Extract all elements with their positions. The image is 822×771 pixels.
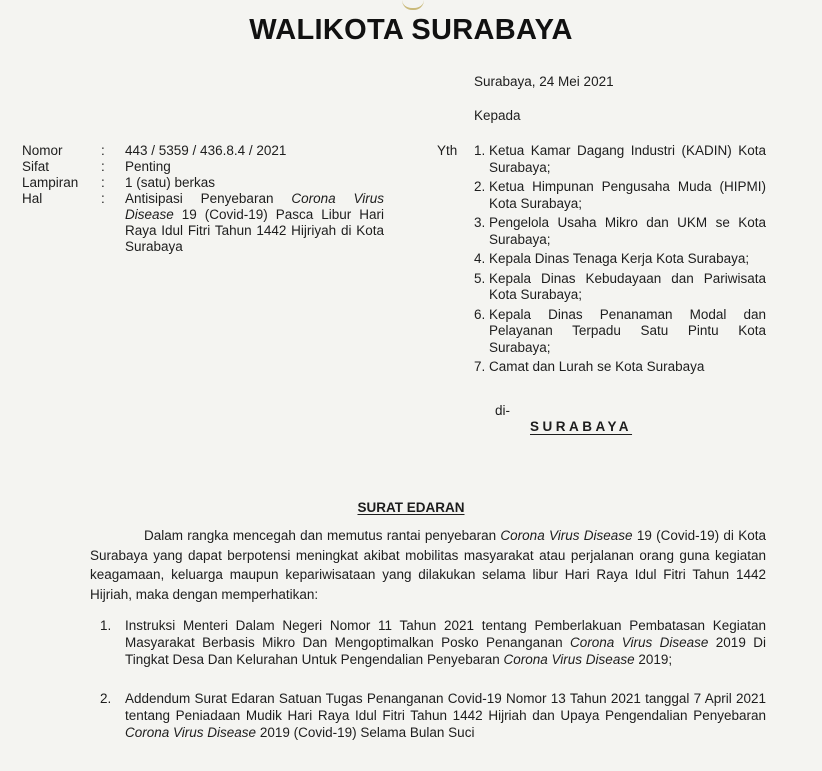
meta-colon: : xyxy=(101,191,105,206)
recipient-item: 2. Ketua Himpunan Pengusaha Muda (HIPMI) Kota Surabaya; xyxy=(474,179,766,211)
meta-label: Hal xyxy=(22,191,43,206)
document-title: SURAT EDARAN xyxy=(357,500,465,515)
meta-colon: : xyxy=(101,159,105,174)
meta-label: Lampiran xyxy=(22,175,79,190)
intro-paragraph: Dalam rangka mencegah dan memutus rantai penyebaran Corona Virus Disease 19 (Covid-19) di Kota Surabaya yang dapat berpotensi meningkat akibat mobilitas masyarakat atau perjalanan orang guna kegiatan keagamaan, keluarga maupun kepariwisataan yang dilakukan selama libur Hari Raya Idul Fitri Tahun 1442 Hijriah, maka dengan memperhatikan: xyxy=(90,528,766,602)
meta-label: Nomor xyxy=(22,143,63,158)
recipient-item: 7. Camat dan Lurah se Kota Surabaya xyxy=(474,359,705,374)
recipient-item: 5. Kepala Dinas Kebudayaan dan Pariwisata Kota Surabaya; xyxy=(474,270,766,302)
yth-label: Yth xyxy=(437,143,458,158)
destination-city: SURABAYA xyxy=(530,419,633,434)
consideration-item: 1. Instruksi Menteri Dalam Negeri Nomor 11 Tahun 2021 tentang Pemberlakuan Pembatasan Kegiatan Masyarakat Berbasis Mikro Dan Mengoptimalkan Posko Penanganan Corona Virus Disease 2019 Di Tingkat Desa Dan Kelurahan Untuk Pengendalian Penyebaran Corona Virus Disease 2019; xyxy=(100,618,766,667)
letterhead-title: WALIKOTA SURABAYA xyxy=(249,14,573,46)
addressee-label: Kepada xyxy=(474,108,521,123)
meta-row-lampiran xyxy=(22,175,384,191)
recipient-item: 6. Kepala Dinas Penanaman Modal dan Pelayanan Terpadu Satu Pintu Kota Surabaya; xyxy=(474,306,766,355)
recipient-list xyxy=(474,143,766,379)
meta-row-hal xyxy=(22,191,384,255)
meta-value: Penting xyxy=(125,159,171,174)
meta-value: 443 / 5359 / 436.8.4 / 2021 xyxy=(125,143,287,158)
consideration-list xyxy=(100,618,766,765)
emblem-fragment xyxy=(402,0,424,10)
recipient-item: 4. Kepala Dinas Tenaga Kerja Kota Surabaya; xyxy=(474,251,750,266)
letter-metadata xyxy=(22,143,384,255)
recipient-item: 3. Pengelola Usaha Mikro dan UKM se Kota Surabaya; xyxy=(474,215,766,247)
meta-row-sifat xyxy=(22,159,384,175)
meta-colon: : xyxy=(101,143,105,158)
meta-row-nomor xyxy=(22,143,384,159)
place-date: Surabaya, 24 Mei 2021 xyxy=(474,74,614,89)
recipient-item: 1. Ketua Kamar Dagang Industri (KADIN) Kota Surabaya; xyxy=(474,143,766,175)
meta-value: 1 (satu) berkas xyxy=(125,175,216,190)
consideration-item: 2. Addendum Surat Edaran Satuan Tugas Penanganan Covid-19 Nomor 13 Tahun 2021 tanggal 7 April 2021 tentang Peniadaan Mudik Hari Raya Idul Fitri Tahun 1442 Hijriah dan Upaya Pengendalian Penyebaran Corona Virus Disease 2019 (Covid-19) Selama Bulan Suci xyxy=(100,691,766,740)
di-label: di- xyxy=(495,403,511,418)
meta-value-subject: Antisipasi Penyebaran Corona Virus Disease 19 (Covid-19) Pasca Libur Hari Raya Idul Fitri Tahun 1442 Hijriyah di Kota Surabaya xyxy=(125,191,384,254)
meta-colon: : xyxy=(101,175,105,190)
meta-label: Sifat xyxy=(22,159,50,174)
